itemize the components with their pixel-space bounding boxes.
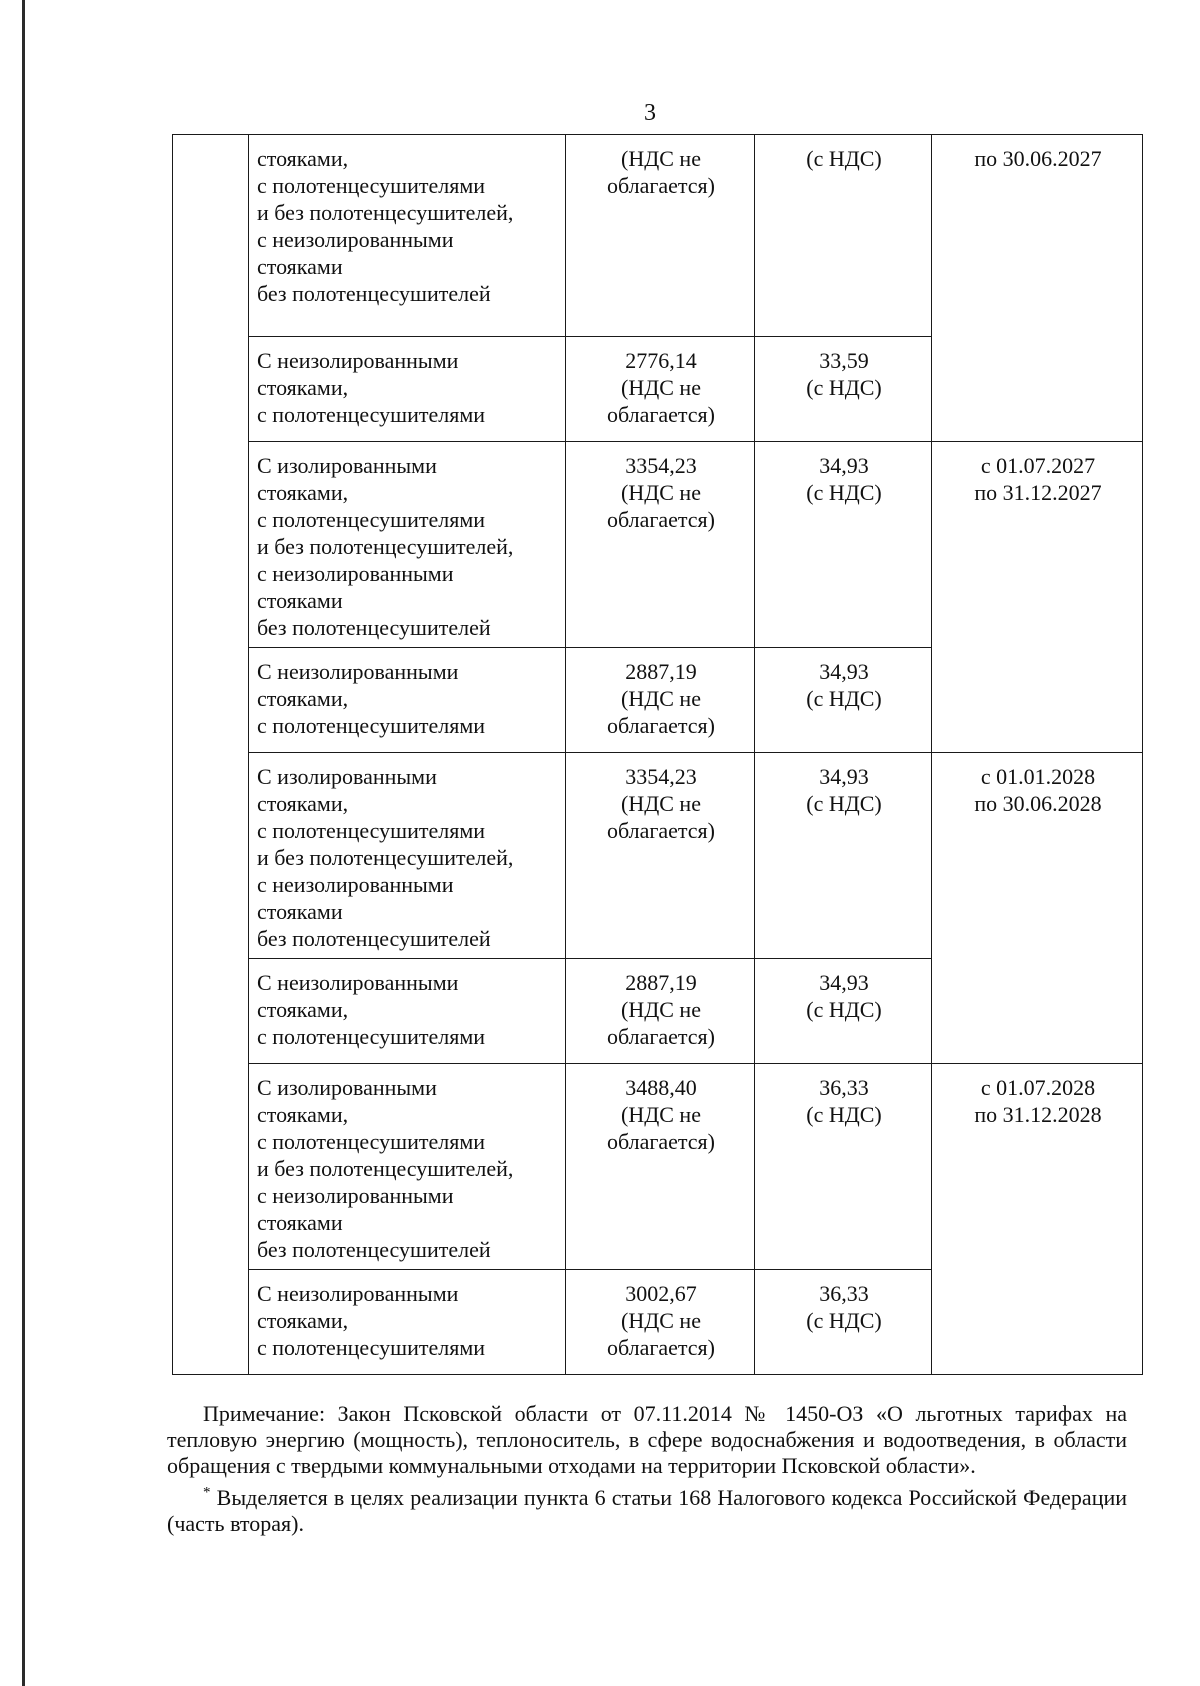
cell-line: стояками — [257, 1210, 343, 1235]
validity-period — [932, 135, 1143, 442]
cell-line: с 01.01.2028 — [980, 764, 1096, 789]
cell-line: 34,93 — [819, 970, 869, 995]
tariff-value-no-vat — [566, 959, 755, 1064]
merged-empty-cell — [173, 135, 249, 1375]
cell-line: облагается) — [606, 507, 716, 532]
cell-line: стояками, — [257, 1308, 349, 1333]
cell-line: облагается) — [606, 173, 716, 198]
cell-line: с неизолированными — [257, 227, 454, 252]
row-description — [249, 442, 566, 648]
cell-line: стояками, — [257, 375, 349, 400]
cell-line: и без полотенцесушителей, — [257, 534, 514, 559]
cell-line: стояками, — [257, 791, 349, 816]
cell-line: С неизолированными — [257, 970, 459, 995]
cell-line: стояками, — [257, 1102, 349, 1127]
tariff-value-no-vat — [566, 753, 755, 959]
cell-line: облагается) — [606, 818, 716, 843]
cell-line: С неизолированными — [257, 348, 459, 373]
validity-period — [932, 1064, 1143, 1375]
row-description — [249, 337, 566, 442]
tariff-value-with-vat — [755, 442, 932, 648]
cell-line: 36,33 — [819, 1075, 869, 1100]
table-row — [173, 753, 1143, 959]
cell-line: с полотенцесушителями — [257, 402, 486, 427]
vat-footnote — [167, 1485, 1127, 1537]
cell-line: 33,59 — [819, 348, 869, 373]
cell-line: 34,93 — [819, 453, 869, 478]
tariff-table — [172, 134, 1143, 1375]
cell-line: с полотенцесушителями — [257, 1024, 486, 1049]
cell-line: С изолированными — [257, 764, 437, 789]
tariff-value-with-vat — [755, 648, 932, 753]
cell-line: с 01.07.2028 — [980, 1075, 1096, 1100]
cell-line: без полотенцесушителей — [257, 926, 491, 951]
cell-line: по 31.12.2028 — [974, 1102, 1102, 1127]
tariff-value-no-vat — [566, 135, 755, 337]
cell-line: с полотенцесушителями — [257, 713, 486, 738]
cell-line: (НДС не — [621, 997, 701, 1022]
cell-line: облагается) — [606, 402, 716, 427]
cell-line: 3002,67 — [625, 1281, 697, 1306]
cell-line: (с НДС) — [806, 146, 882, 171]
tariff-value-no-vat — [566, 337, 755, 442]
cell-line: С изолированными — [257, 1075, 437, 1100]
row-description — [249, 753, 566, 959]
tariff-value-with-vat — [755, 1064, 932, 1270]
cell-line: (НДС не — [621, 146, 701, 171]
cell-line: без полотенцесушителей — [257, 1237, 491, 1262]
cell-line: 34,93 — [819, 659, 869, 684]
cell-line: (с НДС) — [806, 480, 882, 505]
cell-line: стояками — [257, 254, 343, 279]
cell-line: 2887,19 — [625, 970, 697, 995]
cell-line: по 30.06.2028 — [974, 791, 1102, 816]
row-description — [249, 135, 566, 337]
cell-line: с полотенцесушителями — [257, 507, 486, 532]
cell-line: 3354,23 — [625, 764, 697, 789]
cell-line: облагается) — [606, 1129, 716, 1154]
cell-line: и без полотенцесушителей, — [257, 1156, 514, 1181]
row-description — [249, 959, 566, 1064]
cell-line: облагается) — [606, 1024, 716, 1049]
cell-line: с полотенцесушителями — [257, 1129, 486, 1154]
table-row — [173, 442, 1143, 648]
cell-line: С неизолированными — [257, 1281, 459, 1306]
tariff-value-no-vat — [566, 442, 755, 648]
tariff-value-with-vat — [755, 753, 932, 959]
cell-line: (с НДС) — [806, 1102, 882, 1127]
cell-line: (с НДС) — [806, 686, 882, 711]
cell-line: 36,33 — [819, 1281, 869, 1306]
scan-edge-line — [22, 0, 25, 1686]
row-description — [249, 648, 566, 753]
cell-line: стояками, — [257, 480, 349, 505]
cell-line: (НДС не — [621, 1308, 701, 1333]
tariff-value-no-vat — [566, 1270, 755, 1375]
table-row — [173, 135, 1143, 337]
cell-line: с неизолированными — [257, 561, 454, 586]
cell-line: С неизолированными — [257, 659, 459, 684]
cell-line: по 30.06.2027 — [974, 146, 1102, 171]
cell-line: (с НДС) — [806, 997, 882, 1022]
law-reference-note: Примечание: Закон Псковской области от 07.11.2014 № 1450-ОЗ «О льготных тарифах на тепловую энергию (мощность), теплоноситель, в сфере водоснабжения и водоотведения, в области обращения с твердыми коммунальными отходами на территории Псковской области». — [167, 1401, 1127, 1478]
cell-line: 2776,14 — [625, 348, 697, 373]
tariff-value-with-vat — [755, 135, 932, 337]
cell-line: с неизолированными — [257, 872, 454, 897]
cell-line: (с НДС) — [806, 375, 882, 400]
cell-line: стояками — [257, 588, 343, 613]
row-description — [249, 1270, 566, 1375]
cell-line: (с НДС) — [806, 791, 882, 816]
notes-section — [167, 1401, 1127, 1543]
row-description — [249, 1064, 566, 1270]
cell-line: и без полотенцесушителей, — [257, 845, 514, 870]
cell-line: с полотенцесушителями — [257, 1335, 486, 1360]
cell-line: стояками, — [257, 146, 349, 171]
cell-line: с 01.07.2027 — [980, 453, 1096, 478]
cell-line: без полотенцесушителей — [257, 615, 491, 640]
cell-line: С изолированными — [257, 453, 437, 478]
footnote-mark: * — [203, 1484, 211, 1501]
cell-line: 3354,23 — [625, 453, 697, 478]
cell-line: стояками, — [257, 686, 349, 711]
cell-line: стояками, — [257, 997, 349, 1022]
cell-line: (НДС не — [621, 480, 701, 505]
cell-line: 2887,19 — [625, 659, 697, 684]
cell-line: без полотенцесушителей — [257, 281, 491, 306]
cell-line: по 31.12.2027 — [974, 480, 1102, 505]
tariff-value-with-vat — [755, 337, 932, 442]
cell-line: и без полотенцесушителей, — [257, 200, 514, 225]
cell-line: с полотенцесушителями — [257, 173, 486, 198]
cell-line: (НДС не — [621, 1102, 701, 1127]
cell-line: (с НДС) — [806, 1308, 882, 1333]
table-row — [173, 1064, 1143, 1270]
tariff-value-no-vat — [566, 648, 755, 753]
tariff-value-with-vat — [755, 959, 932, 1064]
cell-line: с полотенцесушителями — [257, 818, 486, 843]
cell-line: 34,93 — [819, 764, 869, 789]
cell-line: (НДС не — [621, 686, 701, 711]
validity-period — [932, 753, 1143, 1064]
footnote-text: Выделяется в целях реализации пункта 6 статьи 168 Налогового кодекса Российской Федерации (часть вторая). — [167, 1485, 1128, 1536]
validity-period — [932, 442, 1143, 753]
cell-line: стояками — [257, 899, 343, 924]
cell-line: с неизолированными — [257, 1183, 454, 1208]
tariff-value-no-vat — [566, 1064, 755, 1270]
page-number: 3 — [644, 100, 656, 126]
cell-line: облагается) — [606, 1335, 716, 1360]
tariff-value-with-vat — [755, 1270, 932, 1375]
cell-line: 3488,40 — [625, 1075, 697, 1100]
cell-line: (НДС не — [621, 375, 701, 400]
cell-line: облагается) — [606, 713, 716, 738]
cell-line: (НДС не — [621, 791, 701, 816]
